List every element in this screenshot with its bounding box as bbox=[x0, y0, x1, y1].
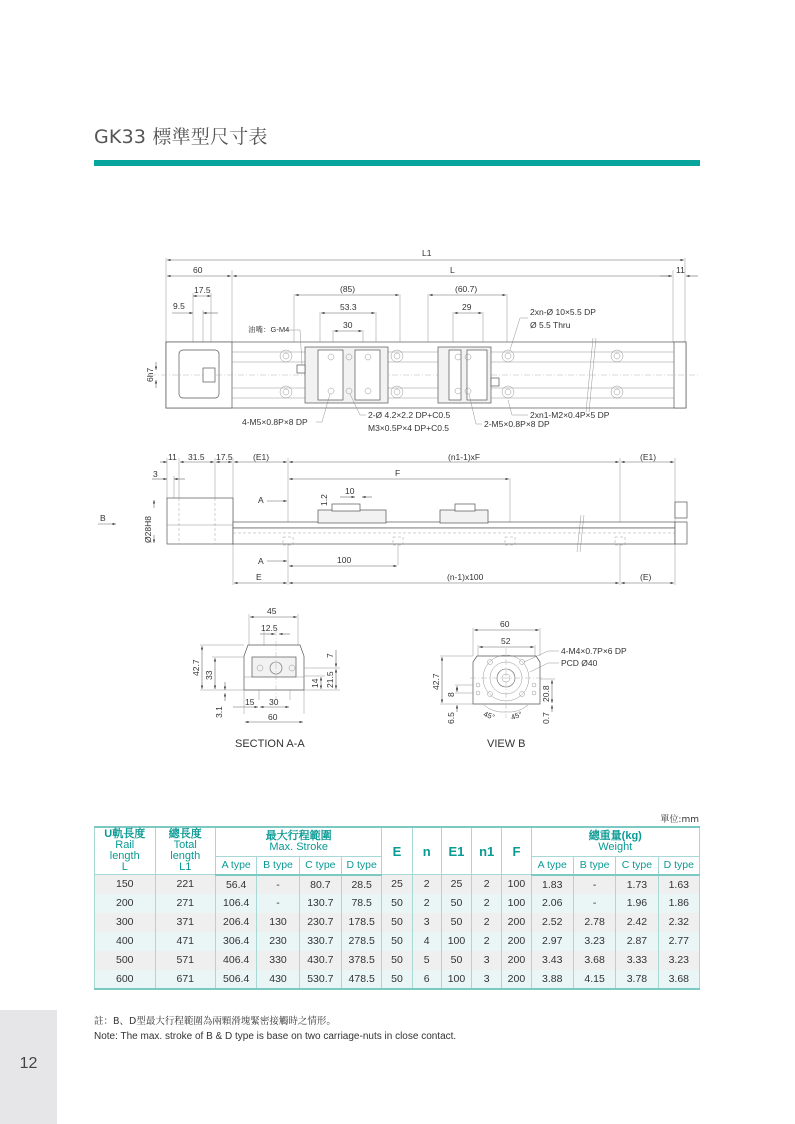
dim-60-vb: 60 bbox=[500, 619, 510, 629]
dim-53-3: 53.3 bbox=[340, 302, 357, 312]
table-cell: 230 bbox=[257, 932, 299, 951]
table-cell: 178.5 bbox=[342, 913, 382, 932]
table-cell: 100 bbox=[502, 894, 531, 913]
table-cell: 478.5 bbox=[342, 970, 382, 989]
view-label-B: B bbox=[100, 513, 106, 523]
table-cell: 100 bbox=[441, 970, 471, 989]
dim-E1-right: (E1) bbox=[640, 452, 657, 462]
dim-0-7: 0.7 bbox=[541, 712, 551, 724]
header-weight bbox=[531, 827, 699, 857]
table-cell: 3.88 bbox=[531, 970, 573, 989]
dim-7: 7 bbox=[325, 653, 335, 658]
table-cell: 50 bbox=[441, 951, 471, 970]
dim-E: E bbox=[256, 572, 262, 582]
callout-holes-1: 2xn-Ø 10×5.5 DP bbox=[530, 307, 596, 317]
table-cell: - bbox=[573, 875, 615, 894]
dim-11-top: 11 bbox=[676, 265, 685, 275]
table-cell: 4.15 bbox=[573, 970, 615, 989]
table-cell: 2.06 bbox=[531, 894, 573, 913]
table-cell: 25 bbox=[441, 875, 471, 894]
table-cell: 2.42 bbox=[616, 913, 658, 932]
dim-14: 14 bbox=[310, 678, 320, 688]
table-cell: 80.7 bbox=[299, 875, 341, 894]
table-cell: 50 bbox=[382, 894, 412, 913]
table-cell: 150 bbox=[95, 875, 156, 894]
table-cell: 230.7 bbox=[299, 913, 341, 932]
dim-17-5-side: 17.5 bbox=[216, 452, 233, 462]
table-cell: 2.32 bbox=[658, 913, 699, 932]
table-cell: 2 bbox=[412, 875, 441, 894]
table-cell: 671 bbox=[155, 970, 216, 989]
header-stroke-c: C type bbox=[299, 857, 341, 875]
table-cell: 2.77 bbox=[658, 932, 699, 951]
caption-section-a-a: SECTION A-A bbox=[235, 738, 305, 750]
dim-42-7-vb: 42.7 bbox=[431, 673, 441, 690]
table-cell: 1.63 bbox=[658, 875, 699, 894]
table-cell: 2.78 bbox=[573, 913, 615, 932]
table-row bbox=[95, 970, 700, 989]
table-cell: 3.78 bbox=[616, 970, 658, 989]
dim-6-5: 6.5 bbox=[446, 712, 456, 724]
table-cell: 1.73 bbox=[616, 875, 658, 894]
table-cell: 50 bbox=[441, 913, 471, 932]
table-cell: 206.4 bbox=[216, 913, 257, 932]
header-weight-d: D type bbox=[658, 857, 699, 875]
header-max-stroke bbox=[216, 827, 382, 857]
dim-n100: (n-1)x100 bbox=[447, 572, 484, 582]
table-cell: 50 bbox=[441, 894, 471, 913]
table-cell: 100 bbox=[502, 875, 531, 894]
dim-3: 3 bbox=[153, 469, 158, 479]
table-cell: 406.4 bbox=[216, 951, 257, 970]
table-cell: 200 bbox=[502, 951, 531, 970]
header-weight-a: A type bbox=[531, 857, 573, 875]
dim-30-aa: 30 bbox=[269, 697, 279, 707]
header-total-en1: Total bbox=[173, 839, 197, 851]
dim-11-side: 11 bbox=[168, 452, 177, 462]
table-cell: 4 bbox=[412, 932, 441, 951]
table-cell: 571 bbox=[155, 951, 216, 970]
section-label-A-bottom: A bbox=[258, 556, 264, 566]
dim-15: 15 bbox=[245, 697, 255, 707]
table-cell: 500 bbox=[95, 951, 156, 970]
callout-m4: 4-M4×0.7P×6 DP bbox=[561, 646, 627, 656]
table-cell: 430 bbox=[257, 970, 299, 989]
table-cell: 200 bbox=[95, 894, 156, 913]
table-cell: 2 bbox=[472, 913, 502, 932]
dim-n1F: (n1-1)xF bbox=[448, 452, 481, 462]
table-row bbox=[95, 932, 700, 951]
dim-10: 10 bbox=[345, 486, 355, 496]
header-weight-c: C type bbox=[616, 857, 658, 875]
dim-85: (85) bbox=[340, 284, 356, 294]
dim-60-7: (60.7) bbox=[455, 284, 478, 294]
table-cell: 100 bbox=[441, 932, 471, 951]
note-chinese: 註：B、D型最大行程範圍為兩顆滑塊緊密接觸時之情形。 bbox=[94, 1016, 336, 1027]
dim-E1-left: (E1) bbox=[253, 452, 270, 462]
table-cell: 3 bbox=[472, 970, 502, 989]
table-cell: 3.43 bbox=[531, 951, 573, 970]
table-cell: 1.86 bbox=[658, 894, 699, 913]
dim-1-2: 1.2 bbox=[319, 494, 329, 506]
table-cell: 50 bbox=[382, 970, 412, 989]
dim-28H8: Ø28H8 bbox=[143, 516, 153, 543]
header-total-sym: L1 bbox=[179, 861, 192, 873]
table-cell: 78.5 bbox=[342, 894, 382, 913]
page-number: 12 bbox=[19, 1055, 38, 1072]
table-cell: 2.97 bbox=[531, 932, 573, 951]
table-cell: 25 bbox=[382, 875, 412, 894]
dim-30-top: 30 bbox=[343, 320, 353, 330]
table-cell: 2 bbox=[412, 894, 441, 913]
table-cell: 106.4 bbox=[216, 894, 257, 913]
note-english: Note: The max. stroke of B & D type is base on two carriage-nuts in close contact. bbox=[94, 1031, 457, 1042]
angle-45-right: 45° bbox=[509, 709, 524, 722]
table-cell: 130 bbox=[257, 913, 299, 932]
table-cell: 300 bbox=[95, 913, 156, 932]
table-cell: 2 bbox=[472, 932, 502, 951]
table-cell: 130.7 bbox=[299, 894, 341, 913]
dim-52: 52 bbox=[501, 636, 511, 646]
header-rail-zh: U軌長度 bbox=[104, 828, 146, 840]
table-cell: 1.96 bbox=[616, 894, 658, 913]
table-cell: 3 bbox=[472, 951, 502, 970]
table-cell: 430.7 bbox=[299, 951, 341, 970]
header-rail-en2: length bbox=[109, 850, 140, 862]
table-cell: 6 bbox=[412, 970, 441, 989]
table-cell: 3.33 bbox=[616, 951, 658, 970]
dim-L1: L1 bbox=[422, 248, 432, 258]
header-weight-b: B type bbox=[573, 857, 615, 875]
table-cell: 306.4 bbox=[216, 932, 257, 951]
header-n: n bbox=[412, 827, 441, 875]
table-cell: 271 bbox=[155, 894, 216, 913]
dim-9-5: 9.5 bbox=[173, 301, 185, 311]
header-E: E bbox=[382, 827, 412, 875]
table-cell: 371 bbox=[155, 913, 216, 932]
header-F: F bbox=[502, 827, 531, 875]
caption-view-b: VIEW B bbox=[487, 738, 526, 750]
table-row bbox=[95, 875, 700, 894]
table-cell: 278.5 bbox=[342, 932, 382, 951]
table-cell: 3 bbox=[412, 913, 441, 932]
table-cell: - bbox=[573, 894, 615, 913]
table-cell: 50 bbox=[382, 951, 412, 970]
header-rail-length bbox=[95, 827, 156, 875]
table-cell: 330 bbox=[257, 951, 299, 970]
dim-F: F bbox=[395, 468, 401, 478]
dim-12-5: 12.5 bbox=[261, 623, 278, 633]
callout-holes-2: Ø 5.5 Thru bbox=[530, 320, 571, 330]
table-cell: 28.5 bbox=[342, 875, 382, 894]
view-b bbox=[431, 619, 627, 750]
dim-31-5: 31.5 bbox=[188, 452, 205, 462]
callout-m5-right: 2-M5×0.8P×8 DP bbox=[484, 419, 550, 429]
dim-29: 29 bbox=[462, 302, 472, 312]
header-stroke-b: B type bbox=[257, 857, 299, 875]
table-cell: 471 bbox=[155, 932, 216, 951]
table-cell: 378.5 bbox=[342, 951, 382, 970]
table-cell: 400 bbox=[95, 932, 156, 951]
table-cell: 1.83 bbox=[531, 875, 573, 894]
table-cell: 2.87 bbox=[616, 932, 658, 951]
table-cell: - bbox=[257, 894, 299, 913]
header-E1: E1 bbox=[441, 827, 471, 875]
dim-8: 8 bbox=[446, 692, 456, 697]
table-cell: 330.7 bbox=[299, 932, 341, 951]
dim-17-5-top: 17.5 bbox=[194, 285, 211, 295]
table-cell: 5 bbox=[412, 951, 441, 970]
table-cell: 2 bbox=[472, 894, 502, 913]
dim-E-right: (E) bbox=[640, 572, 652, 582]
header-rail-sym: L bbox=[121, 861, 128, 873]
table-cell: 3.23 bbox=[658, 951, 699, 970]
dim-3-1: 3.1 bbox=[214, 706, 224, 718]
dim-21-5: 21.5 bbox=[325, 671, 335, 688]
header-stroke-zh: 最大行程範圍 bbox=[265, 830, 332, 842]
table-cell: 600 bbox=[95, 970, 156, 989]
header-stroke-a: A type bbox=[216, 857, 257, 875]
table-cell: 2.52 bbox=[531, 913, 573, 932]
dim-60: 60 bbox=[193, 265, 203, 275]
table-cell: 3.68 bbox=[658, 970, 699, 989]
header-weight-zh: 總重量(kg) bbox=[588, 830, 642, 842]
callout-pin-1: 2-Ø 4.2×2.2 DP+C0.5 bbox=[368, 410, 451, 420]
table-cell: - bbox=[257, 875, 299, 894]
dim-20-8: 20.8 bbox=[541, 685, 551, 702]
dim-45: 45 bbox=[267, 606, 277, 616]
section-label-A-top: A bbox=[258, 495, 264, 505]
side-view bbox=[98, 452, 687, 585]
page-title: GK33 標準型尺寸表 bbox=[94, 126, 268, 148]
header-total-length bbox=[155, 827, 216, 875]
table-cell: 530.7 bbox=[299, 970, 341, 989]
dim-33: 33 bbox=[204, 670, 214, 680]
header-total-zh: 總長度 bbox=[168, 828, 202, 840]
callout-m2: 2xn1-M2×0.4P×5 DP bbox=[530, 410, 610, 420]
table-row bbox=[95, 894, 700, 913]
dim-100: 100 bbox=[337, 555, 352, 565]
header-weight-en: Weight bbox=[598, 841, 633, 853]
header-n1: n1 bbox=[472, 827, 502, 875]
table-row bbox=[95, 951, 700, 970]
angle-45-left: 45° bbox=[482, 709, 497, 722]
table-body bbox=[95, 875, 700, 989]
header-stroke-en: Max. Stroke bbox=[269, 841, 329, 853]
dim-60-aa: 60 bbox=[268, 712, 278, 722]
dim-42-7-aa: 42.7 bbox=[191, 659, 201, 676]
top-view bbox=[145, 248, 700, 433]
table-cell: 3.68 bbox=[573, 951, 615, 970]
table-cell: 2 bbox=[472, 875, 502, 894]
header-stroke-d: D type bbox=[342, 857, 382, 875]
table-cell: 50 bbox=[382, 932, 412, 951]
dim-6h7: 6h7 bbox=[145, 367, 155, 382]
table-cell: 200 bbox=[502, 913, 531, 932]
table-cell: 200 bbox=[502, 970, 531, 989]
header-total-en2: length bbox=[170, 850, 201, 862]
header-rail-en1: Rail bbox=[115, 839, 135, 851]
callout-pin-2: M3×0.5P×4 DP+C0.5 bbox=[368, 423, 450, 433]
table-cell: 506.4 bbox=[216, 970, 257, 989]
table-cell: 50 bbox=[382, 913, 412, 932]
table-row bbox=[95, 913, 700, 932]
unit-label: 單位:mm bbox=[660, 815, 699, 825]
callout-m5-left: 4-M5×0.8P×8 DP bbox=[242, 417, 308, 427]
table-cell: 56.4 bbox=[216, 875, 257, 894]
callout-pcd: PCD Ø40 bbox=[561, 658, 598, 668]
dimension-table bbox=[94, 826, 700, 990]
dim-L: L bbox=[450, 265, 455, 275]
section-a-a bbox=[191, 606, 340, 750]
table-cell: 3.23 bbox=[573, 932, 615, 951]
callout-grease-nipple: 油嘴：G-M4 bbox=[248, 325, 290, 334]
table-cell: 200 bbox=[502, 932, 531, 951]
table-cell: 221 bbox=[155, 875, 216, 894]
